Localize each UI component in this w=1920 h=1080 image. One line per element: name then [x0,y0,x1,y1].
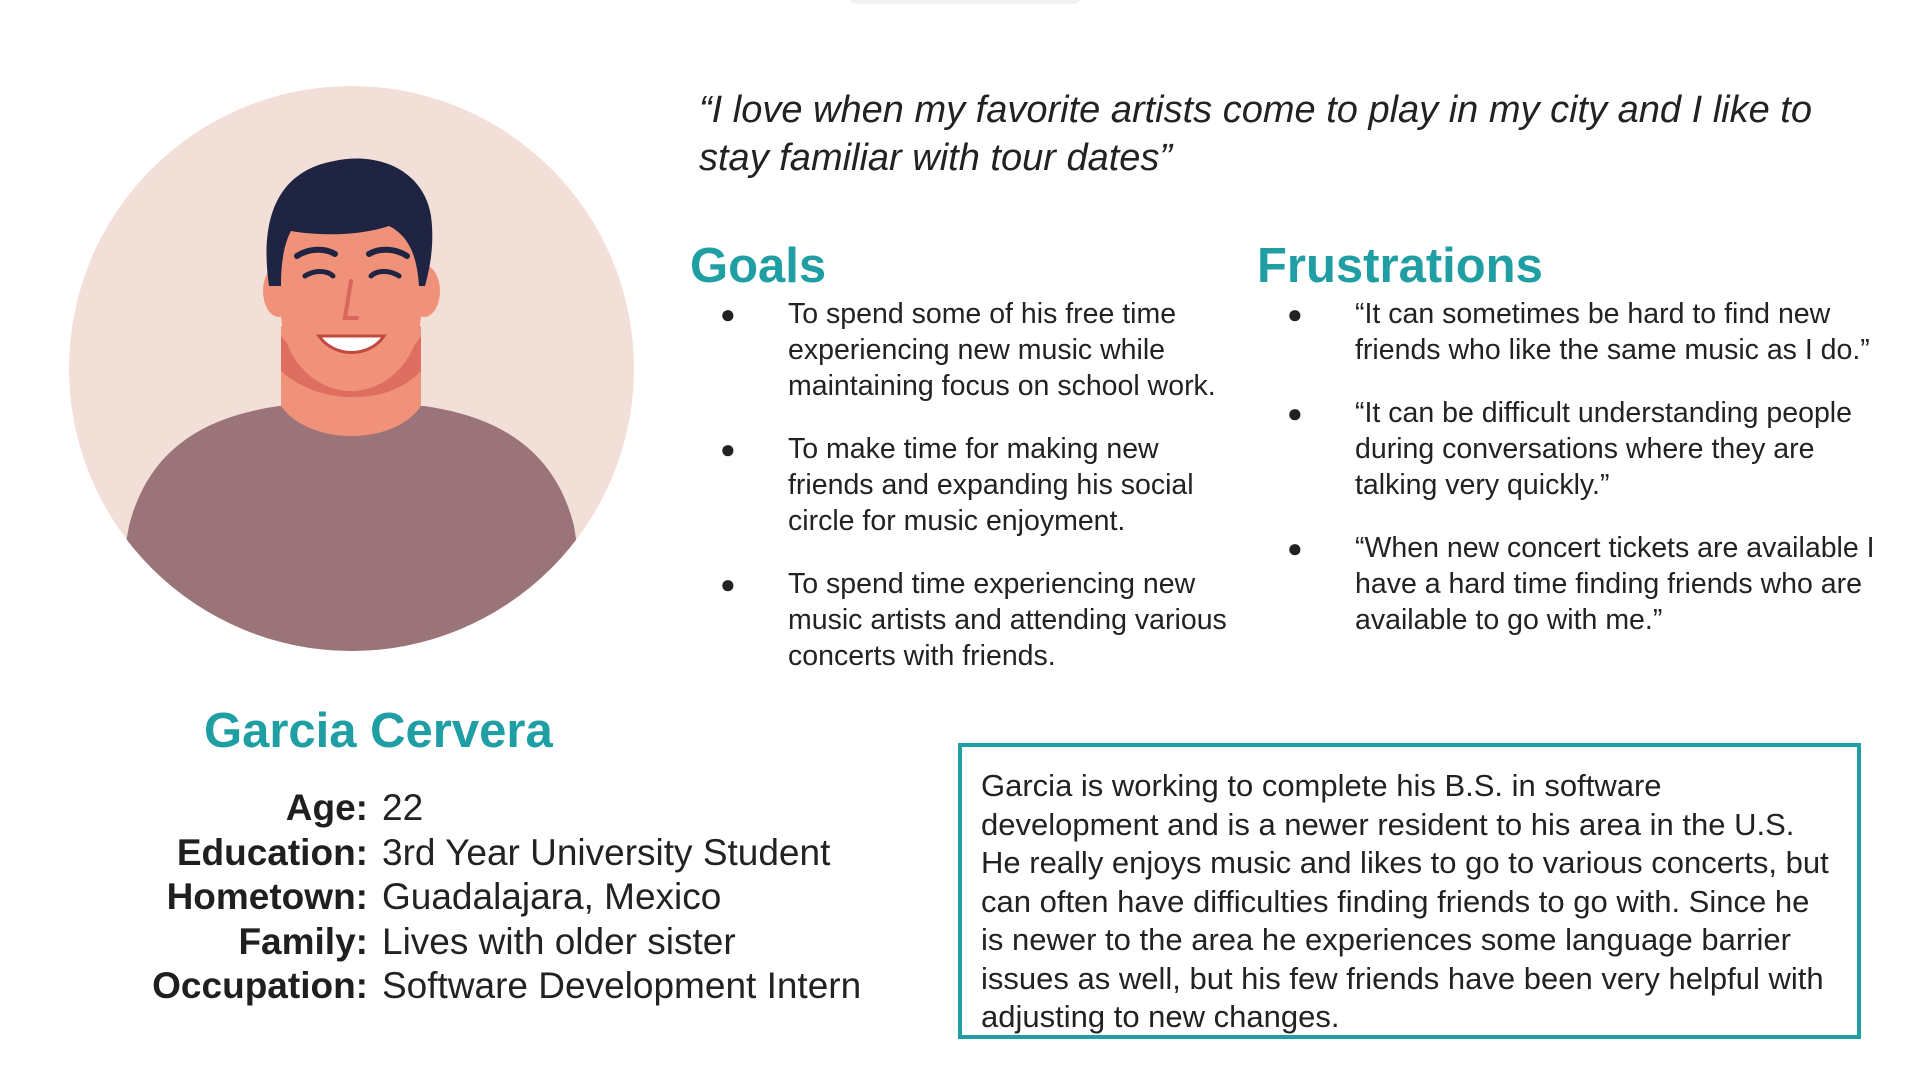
detail-value: 3rd Year University Student [382,831,831,873]
goal-item: ● To spend time experiencing new music artists and attending various concerts with friends. [720,568,1227,672]
top-tab-handle [850,0,1080,4]
detail-value: Guadalajara, Mexico [382,876,722,917]
goal-item: ● To make time for making new friends and expanding his social circle for music enjoyment. [720,433,1194,537]
persona-quote: “I love when my favorite artists come to play in my city and I like to stay familiar with tour dates” [699,89,1812,179]
detail-label: Education: [176,831,368,873]
bullet-icon: ● [1287,533,1303,563]
persona-name: Garcia Cervera [204,704,553,758]
bullet-icon: ● [1287,398,1303,428]
detail-label: Family: [238,920,368,962]
avatar-illustration [69,86,634,651]
frustrations-heading: Frustrations [1257,239,1543,293]
bullet-icon: ● [1287,299,1303,329]
frustration-item: ● “It can be difficult understanding people during conversations where they are talking very quickly.” [1287,397,1852,501]
frustrations-list [1257,296,1897,638]
detail-row-family [100,920,861,965]
goals-list [690,296,1250,674]
bullet-icon: ● [720,434,736,464]
detail-row-education [100,831,861,876]
frustration-item: ● “When new concert tickets are available I have a hard time finding friends who are available to go with me.” [1287,532,1875,636]
bullet-icon: ● [720,569,736,599]
goal-item: ● To spend some of his free time experiencing new music while maintaining focus on school work. [720,298,1216,402]
detail-value: Software Development Intern [382,965,862,1006]
detail-value: Lives with older sister [382,920,736,962]
detail-value: 22 [382,787,424,828]
persona-details [100,786,861,1009]
detail-label: Occupation: [152,965,368,1006]
detail-row-hometown [100,875,861,920]
bullet-icon: ● [720,299,736,329]
persona-bio: Garcia is working to complete his B.S. in software development and is a newer resident to his area in the U.S. He really enjoys music and likes to go to various concerts, but can often have difficulties finding friends to go with. Since he is newer to the area he experiences some language barrier issues as well, but his few friends have been very helpful with adjusting to new changes. [958,743,1861,1039]
frustration-item: ● “It can sometimes be hard to find new friends who like the same music as I do.” [1287,298,1870,366]
detail-row-age [100,786,861,831]
detail-label: Age: [285,787,368,828]
detail-label: Hometown: [166,876,368,917]
detail-row-occupation [100,964,861,1009]
goals-heading: Goals [690,239,827,293]
frustrations-section [1257,236,1897,665]
goals-section [690,236,1250,701]
